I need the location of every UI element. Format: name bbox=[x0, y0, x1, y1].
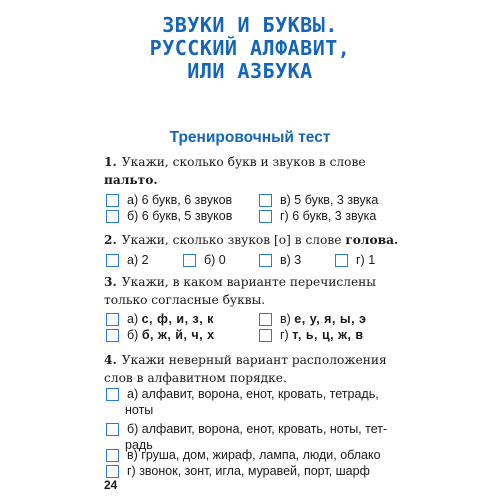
answer-option[interactable] bbox=[259, 327, 364, 343]
answer-option[interactable] bbox=[259, 252, 301, 268]
answer-checkbox[interactable] bbox=[106, 254, 119, 267]
answer-option[interactable] bbox=[106, 311, 214, 327]
answer-checkbox[interactable] bbox=[106, 194, 119, 207]
answer-label: в) 5 букв, 3 звука bbox=[280, 193, 379, 207]
question-4 bbox=[104, 351, 404, 387]
answer-label: а) алфавит, ворона, енот, кровать, тетрадь, bbox=[127, 387, 379, 401]
question-text: Укажи, сколько букв и звуков в слове bbox=[121, 155, 366, 169]
answer-label: г) 6 букв, 3 звука bbox=[280, 209, 377, 223]
answer-label: г) 1 bbox=[356, 253, 376, 267]
question-text: Укажи, в каком варианте перечислены только согласные буквы. bbox=[104, 275, 376, 307]
question-number: 1. bbox=[104, 155, 117, 169]
answer-continuation: радь bbox=[125, 438, 153, 452]
title-line-3: ИЛИ АЗБУКА bbox=[187, 59, 313, 83]
answer-option[interactable] bbox=[183, 252, 226, 268]
page-number: 24 bbox=[104, 478, 118, 492]
question-end: . bbox=[153, 173, 158, 187]
answer-checkbox[interactable] bbox=[259, 329, 272, 342]
answer-prefix: а) bbox=[127, 312, 139, 326]
answer-letters: т, ь, ц, ж, в bbox=[292, 328, 364, 342]
answer-option[interactable] bbox=[106, 447, 381, 463]
question-2 bbox=[104, 231, 404, 249]
title-line-1: ЗВУКИ И БУКВЫ. bbox=[162, 13, 338, 37]
answer-option[interactable] bbox=[106, 463, 370, 479]
answer-option[interactable] bbox=[106, 421, 387, 437]
answer-label: в) груша, дом, жираф, лампа, люди, облако bbox=[127, 448, 381, 462]
answer-label: г) звонок, зонт, игла, муравей, порт, шарф bbox=[127, 464, 370, 478]
page-title bbox=[0, 14, 500, 83]
answer-option[interactable] bbox=[259, 208, 376, 224]
answer-checkbox[interactable] bbox=[106, 423, 119, 436]
answer-label: б) 6 букв, 5 звуков bbox=[127, 209, 233, 223]
answer-checkbox[interactable] bbox=[106, 313, 119, 326]
answer-checkbox[interactable] bbox=[259, 194, 272, 207]
question-keyword: пальто bbox=[104, 173, 154, 187]
answer-prefix: в) bbox=[280, 312, 291, 326]
answer-letters: е, у, я, ы, э bbox=[294, 312, 367, 326]
answer-option[interactable] bbox=[259, 192, 378, 208]
answer-continuation: ноты bbox=[125, 403, 154, 417]
answer-prefix: г) bbox=[280, 328, 289, 342]
question-end: . bbox=[394, 233, 399, 247]
answer-option[interactable] bbox=[106, 252, 149, 268]
answer-option[interactable] bbox=[106, 208, 232, 224]
answer-option[interactable] bbox=[106, 327, 215, 343]
answer-letters: б, ж, й, ч, х bbox=[141, 328, 215, 342]
answer-label: в) 3 bbox=[280, 253, 302, 267]
answer-checkbox[interactable] bbox=[259, 210, 272, 223]
answer-label: а) 2 bbox=[127, 253, 149, 267]
answer-label: б) алфавит, ворона, енот, кровать, ноты, тет- bbox=[127, 422, 388, 436]
question-number: 4. bbox=[104, 353, 117, 367]
answer-checkbox[interactable] bbox=[335, 254, 348, 267]
answer-checkbox[interactable] bbox=[106, 465, 119, 478]
answer-letters: с, ф, и, з, к bbox=[141, 312, 214, 326]
answer-option[interactable] bbox=[259, 311, 366, 327]
question-keyword: голова bbox=[345, 233, 395, 247]
answer-prefix: б) bbox=[127, 328, 139, 342]
answer-option[interactable] bbox=[106, 192, 232, 208]
answer-option[interactable] bbox=[335, 252, 375, 268]
answer-checkbox[interactable] bbox=[106, 449, 119, 462]
test-subtitle: Тренировочный тест bbox=[169, 129, 331, 146]
answer-label: б) 0 bbox=[204, 253, 226, 267]
question-1 bbox=[104, 153, 404, 189]
answer-label: а) 6 букв, 6 звуков bbox=[127, 193, 233, 207]
question-number: 3. bbox=[104, 275, 117, 289]
answer-checkbox[interactable] bbox=[259, 254, 272, 267]
answer-checkbox[interactable] bbox=[259, 313, 272, 326]
answer-checkbox[interactable] bbox=[106, 388, 119, 401]
answer-option[interactable] bbox=[106, 386, 379, 402]
title-line-2: РУССКИЙ АЛФАВИТ, bbox=[149, 36, 351, 60]
question-text: Укажи неверный вариант расположения слов в алфавитном порядке. bbox=[104, 353, 387, 385]
answer-checkbox[interactable] bbox=[106, 210, 119, 223]
question-number: 2. bbox=[104, 233, 117, 247]
question-text: Укажи, сколько звуков [о] в слове bbox=[121, 233, 346, 247]
question-3 bbox=[104, 273, 404, 309]
answer-checkbox[interactable] bbox=[183, 254, 196, 267]
answer-checkbox[interactable] bbox=[106, 329, 119, 342]
